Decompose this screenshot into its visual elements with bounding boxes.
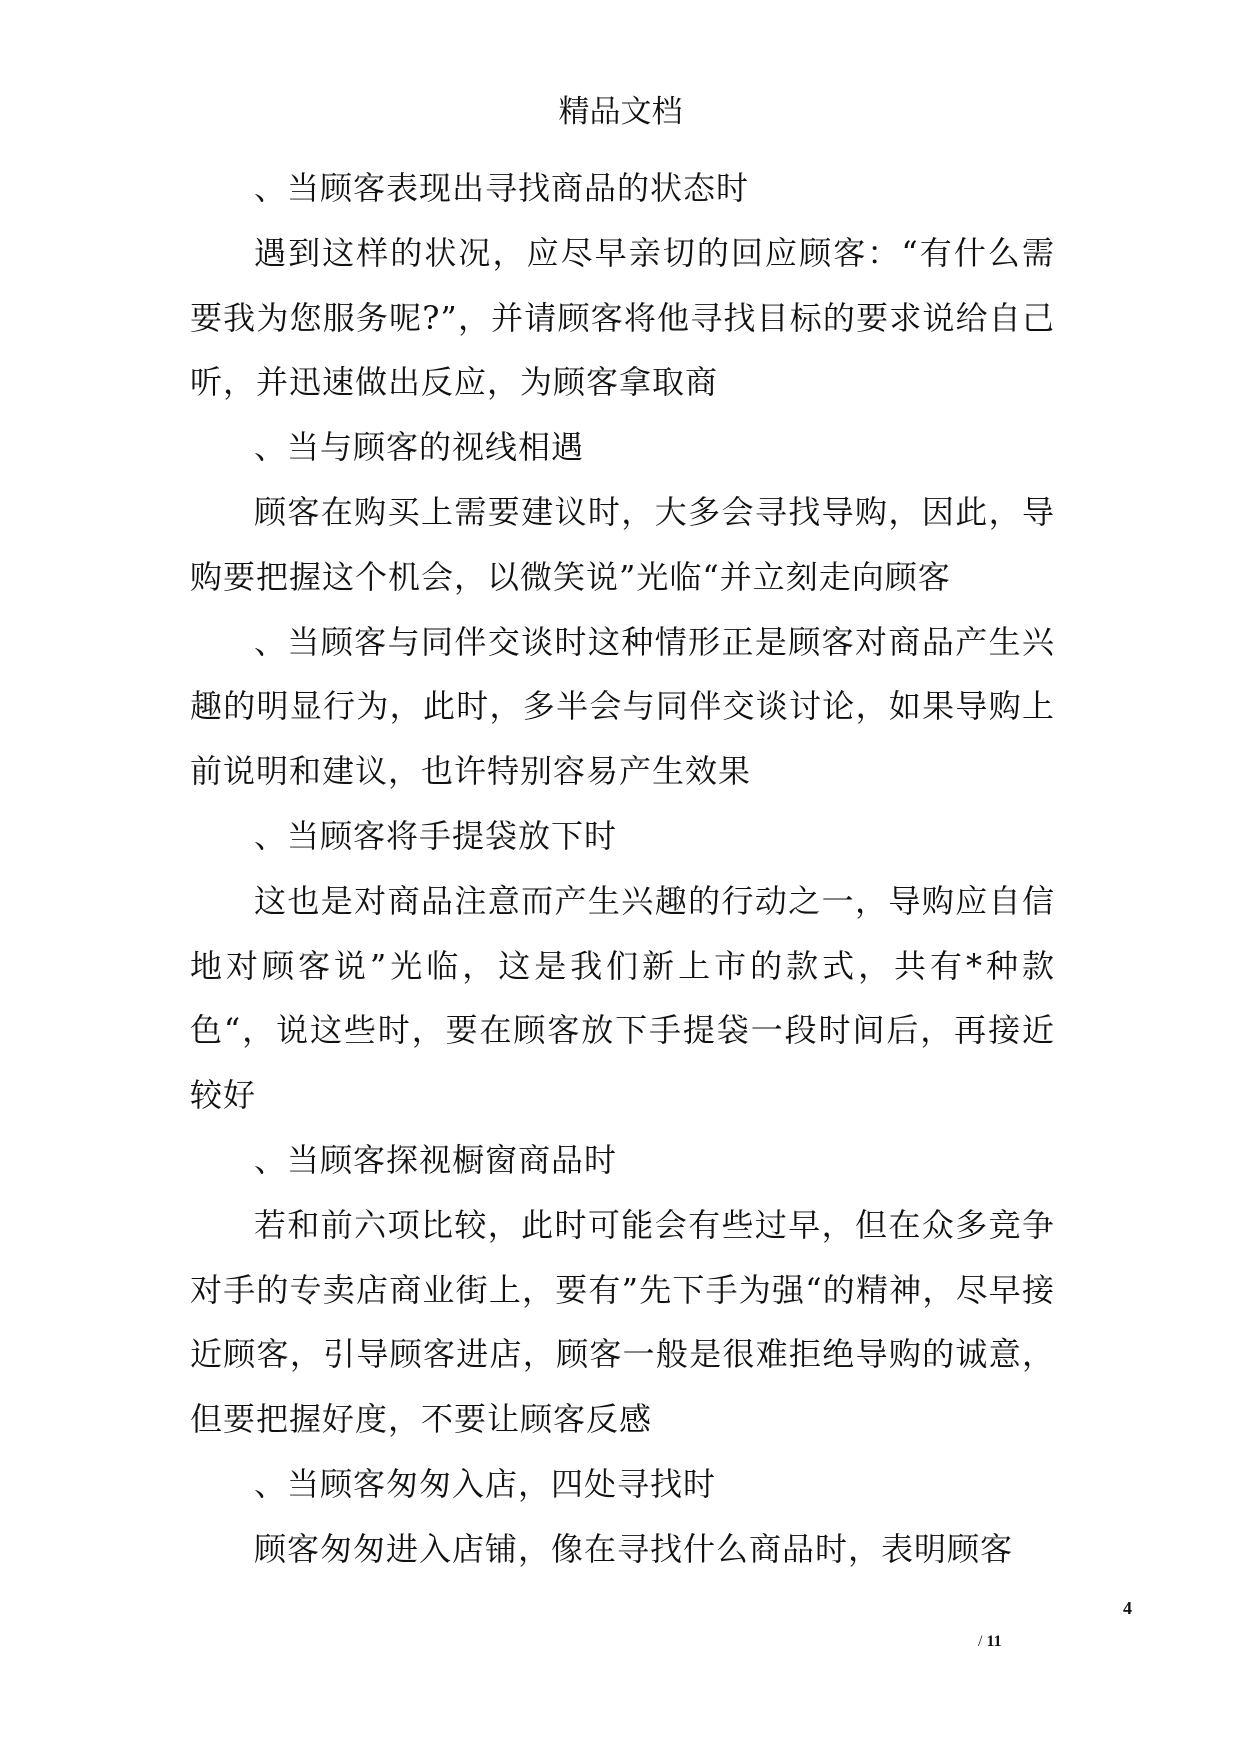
body-paragraph: 、当顾客与同伴交谈时这种情形正是顾客对商品产生兴趣的明显行为，此时，多半会与同伴交谈讨论，如果导购上前说明和建议，也许特别容易产生效果 — [190, 622, 1055, 791]
section-heading: 、当顾客表现出寻找商品的状态时 — [254, 169, 750, 207]
body-paragraph: 若和前六项比较，此时可能会有些过早，但在众多竞争对手的专卖店商业街上，要有”先下手为强“的精神，尽早接近顾客，引导顾客进店，顾客一般是很难拒绝导购的诚意，但要把握好度，不要让顾客反感 — [190, 1205, 1055, 1439]
section-heading: 、当顾客匆匆入店，四处寻找时 — [254, 1464, 717, 1503]
body-paragraph: 顾客匆匆进入店铺，像在寻找什么商品时，表明顾客 — [254, 1529, 1014, 1568]
body-paragraph: 这也是对商品注意而产生兴趣的行动之一，导购应自信地对顾客说”光临，这是我们新上市的款式，共有*种款色“，说这些时，要在顾客放下手提袋一段时间后，再接近较好 — [190, 881, 1055, 1115]
body-paragraph: 顾客在购买上需要建议时，大多会寻找导购，因此，导购要把握这个机会，以微笑说”光临“并立刻走向顾客 — [190, 492, 1055, 596]
page-total-indicator — [978, 1633, 1002, 1651]
page-number: 4 — [1123, 1598, 1132, 1618]
body-paragraph: 遇到这样的状况，应尽早亲切的回应顾客：“有什么需要我为您服务呢?”，并请顾客将他寻找目标的要求说给自己听，并迅速做出反应，为顾客拿取商 — [190, 233, 1055, 402]
section-heading: 、当顾客探视橱窗商品时 — [254, 1140, 618, 1179]
document-body — [190, 156, 1055, 1582]
section-heading: 、当顾客将手提袋放下时 — [254, 816, 618, 855]
page-header-title: 精品文档 — [558, 94, 683, 130]
section-heading: 、当与顾客的视线相遇 — [254, 428, 585, 467]
page-separator: / — [978, 1633, 983, 1650]
page-total-count: 11 — [986, 1633, 1002, 1650]
